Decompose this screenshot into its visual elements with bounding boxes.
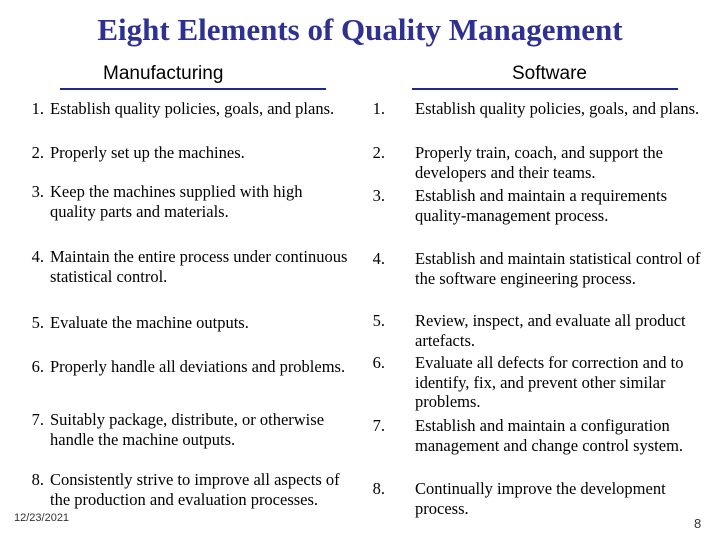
item-number: 2. (31, 143, 44, 162)
item-number: 6. (31, 357, 44, 376)
item-text: Maintain the entire process under continuous statistical control. (50, 247, 348, 286)
page-number: 8 (694, 516, 702, 531)
software-heading: Software (512, 63, 587, 84)
item-text: Properly handle all deviations and problems. (50, 357, 346, 376)
item-number: 7. (372, 416, 385, 435)
item-text: Establish quality policies, goals, and plans. (50, 99, 335, 118)
slide-date: 12/23/2021 (14, 512, 70, 524)
item-text: Continually improve the development process. (415, 479, 666, 518)
item-number: 2. (372, 143, 385, 162)
item-number: 5. (31, 313, 44, 332)
item-text: Properly set up the machines. (50, 143, 245, 162)
item-text: Establish quality policies, goals, and plans. (415, 99, 700, 118)
item-text: Consistently strive to improve all aspects of the production and evaluation processes. (50, 470, 340, 509)
item-number: 8. (31, 470, 44, 489)
item-text: Evaluate the machine outputs. (50, 313, 249, 332)
item-text: Keep the machines supplied with high quality parts and materials. (50, 182, 303, 221)
software-heading-rule (412, 88, 678, 90)
item-text: Review, inspect, and evaluate all product artefacts. (415, 311, 686, 350)
manufacturing-heading-rule (60, 88, 326, 90)
item-number: 1. (372, 99, 385, 118)
item-text: Evaluate all defects for correction and to identify, fix, and prevent other similar problems. (415, 353, 684, 411)
item-number: 4. (372, 249, 385, 268)
item-number: 5. (372, 311, 385, 330)
item-text: Establish and maintain a configuration management and change control system. (415, 416, 684, 455)
item-text: Establish and maintain a requirements quality-management process. (415, 186, 668, 225)
item-number: 3. (31, 182, 44, 201)
item-number: 7. (31, 410, 44, 429)
item-number: 6. (372, 353, 385, 372)
slide-title: Eight Elements of Quality Management (97, 12, 623, 47)
item-number: 3. (372, 186, 385, 205)
item-number: 4. (31, 247, 44, 266)
manufacturing-heading: Manufacturing (103, 63, 224, 84)
item-number: 8. (372, 479, 385, 498)
item-text: Properly train, coach, and support the developers and their teams. (415, 143, 663, 182)
item-text: Suitably package, distribute, or otherwise handle the machine outputs. (50, 410, 325, 449)
item-text: Establish and maintain statistical control of the software engineering process. (415, 249, 701, 288)
item-number: 1. (31, 99, 44, 118)
